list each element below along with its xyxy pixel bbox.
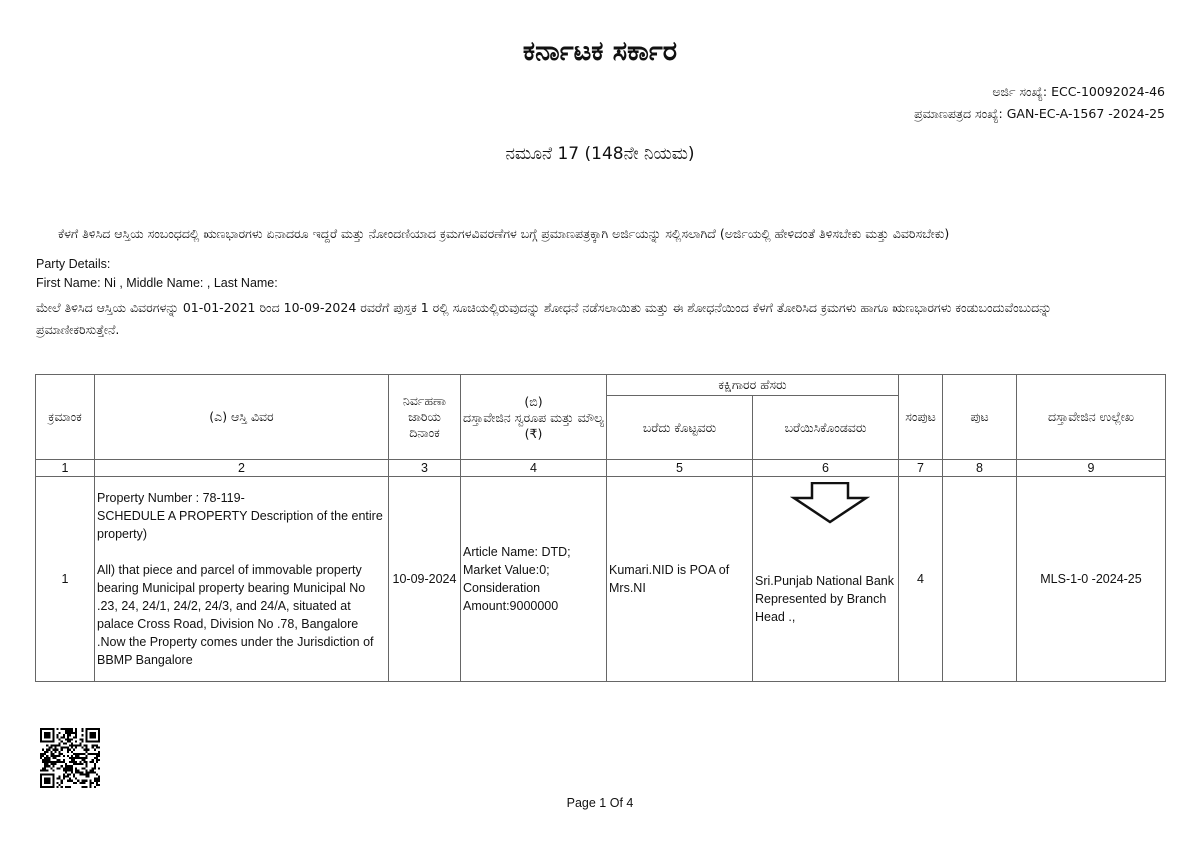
column-number: 3 xyxy=(389,460,461,477)
form-title: ನಮೂನೆ 17 (148ನೇ ನಿಯಮ) xyxy=(505,144,695,164)
header-page: ಪುಟ xyxy=(943,375,1017,460)
column-number: 6 xyxy=(753,460,899,477)
document-title: ಕರ್ನಾಟಕ ಸರ್ಕಾರ xyxy=(522,36,678,67)
column-number: 7 xyxy=(899,460,943,477)
cell-page xyxy=(943,477,1017,682)
cell-claimant: Sri.Punjab National Bank Represented by Branch Head ., xyxy=(753,477,899,682)
header-nature-line2: ದಸ್ತಾವೇಜಿನ ಸ್ವರೂಪ ಮತ್ತು ಮೌಲ್ಯ xyxy=(463,409,604,425)
cell-serial: 1 xyxy=(36,477,95,682)
header-claimant: ಬರೆಯಿಸಿಕೊಂಡವರು xyxy=(753,396,899,460)
page-number: Page 1 Of 4 xyxy=(566,796,634,810)
cell-executant: Kumari.NID is POA of Mrs.NI xyxy=(607,477,753,682)
header-date: ನಿರ್ವಹಣಾ ಜಾರಿಯ ದಿನಾಂಕ xyxy=(389,375,461,460)
cell-date: 10-09-2024 xyxy=(389,477,461,682)
encumbrance-table xyxy=(35,374,1166,682)
intro-text: ಕೆಳಗೆ ತಿಳಿಸಿದ ಆಸ್ತಿಯ ಸಂಬಂಧದಲ್ಲಿ ಋಣಭಾರಗಳು ಏನಾದರೂ ಇದ್ದರೆ ಮತ್ತು ನೋಂದಣಿಯಾದ ಕ್ರಮಗಳವಿವರಣೆಗಳ ಬಗ್ಗೆ ಪ್ರಮಾಣಪತ್ರಕ್ಕಾಗಿ ಅರ್ಜಿಯನ್ನು ಸಲ್ಲಿಸಲಾಗಿದೆ (ಅರ್ಜಿಯಲ್ಲಿ ಹೇಳಿದಂತೆ ತಿಳಿಸಬೇಕು ಮತ್ತು ವಿವರಿಸಬೇಕು) xyxy=(58,226,950,241)
header-property: (ಎ) ಆಸ್ತಿ ವಿವರ xyxy=(95,375,389,460)
header-volume: ಸಂಪುಟ xyxy=(899,375,943,460)
column-number: 2 xyxy=(95,460,389,477)
cell-nature: Article Name: DTD; Market Value:0; Consideration Amount:9000000 xyxy=(461,477,607,682)
certification-statement: ಮೇಲೆ ತಿಳಿಸಿದ ಆಸ್ತಿಯ ವಿವರಗಳನ್ನು 01-01-2021 ರಿಂದ 10-09-2024 ರವರೆಗೆ ಪುಸ್ತಕ 1 ರಲ್ಲಿ ಸೂಚಿಯಲ್ಲಿರುವುದನ್ನು ಶೋಧನೆ ನಡೆಸಲಾಯಿತು ಮತ್ತು ಈ ಶೋಧನೆಯಿಂದ ಕೆಳಗೆ ತೋರಿಸಿದ ಕ್ರಮಗಳು ಹಾಗೂ ಋಣಭಾರಗಳು ಕಂಡುಬಂದುವೆಂಬುದನ್ನು ಪ್ರಮಾಣೀಕರಿಸುತ್ತೇನೆ. xyxy=(36,300,1052,337)
header-nature-line1: (ಬಿ) xyxy=(524,393,543,409)
header-nature-line3: (₹) xyxy=(524,425,543,441)
party-details-label: Party Details: xyxy=(36,257,111,271)
down-arrow-icon xyxy=(790,482,870,528)
header-nature xyxy=(461,375,607,460)
header-serial: ಕ್ರಮಾಂಕ xyxy=(36,375,95,460)
column-number: 4 xyxy=(461,460,607,477)
party-names: First Name: Ni , Middle Name: , Last Name: xyxy=(36,276,278,290)
cell-property: Property Number : 78-119- SCHEDULE A PROPERTY Description of the entire property) All) that piece and parcel of immovable property bearing Municipal property bearing Municipal No .23, 24, 24/1, 24/2, 24/3, and 24/A, situated at palace Cross Road, Division No .78, Bangalore .Now the Property comes under the Jurisdiction of BBMP Bangalore xyxy=(95,477,389,682)
qr-code-icon xyxy=(40,728,100,788)
column-number: 8 xyxy=(943,460,1017,477)
header-doc-ref: ದಸ್ತಾವೇಜಿನ ಉಲ್ಲೇಖ xyxy=(1017,375,1166,460)
cell-volume: 4 xyxy=(899,477,943,682)
column-number: 1 xyxy=(36,460,95,477)
table-row xyxy=(36,477,1166,682)
application-number: ಅರ್ಜಿ ಸಂಖ್ಯೆ: ECC-10092024-46 xyxy=(992,84,1165,99)
column-number: 9 xyxy=(1017,460,1166,477)
certificate-number: ಪ್ರಮಾಣಪತ್ರದ ಸಂಖ್ಯೆ: GAN-EC-A-1567 -2024-25 xyxy=(914,106,1165,121)
header-executant: ಬರೆದು ಕೊಟ್ಟವರು xyxy=(607,396,753,460)
header-parties: ಕಕ್ಷಿಗಾರರ ಹೆಸರು xyxy=(607,375,899,396)
column-number: 5 xyxy=(607,460,753,477)
cell-doc-ref: MLS-1-0 -2024-25 xyxy=(1017,477,1166,682)
